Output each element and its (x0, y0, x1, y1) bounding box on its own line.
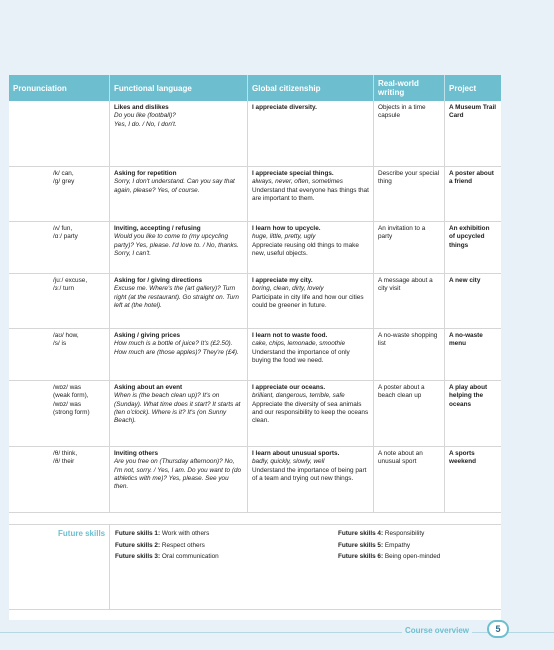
real-world-writing-cell: A note about an unusual sport (374, 447, 445, 512)
future-skill-key: Future skills 3: (115, 553, 161, 561)
pronunciation-line: /ɑː/ party (53, 233, 78, 241)
global-citizenship-cell (248, 101, 374, 166)
global-citizenship-line: I appreciate diversity. (252, 104, 317, 111)
functional-language-line: Asking for repetition (114, 170, 177, 177)
future-skill-item (115, 540, 338, 552)
global-citizenship-line: boring, clean, dirty, lovely (252, 285, 324, 293)
global-citizenship-line: Appreciate the diversity of sea animals and our responsibility to keep the oceans clean. (252, 400, 369, 425)
functional-language-cell (110, 329, 248, 380)
functional-language-line: Asking / giving prices (114, 332, 181, 339)
header-project: Project (449, 83, 477, 93)
pronunciation-line: (strong form) (53, 408, 90, 416)
functional-language-cell (110, 101, 248, 166)
project-cell: An exhibition of upcycled things (449, 225, 490, 249)
pronunciation-line: /juː/ excuse, (53, 277, 88, 284)
table-row (9, 222, 501, 274)
future-skill-key: Future skills 1: (115, 530, 161, 537)
future-skill-value: Being open-minded (384, 553, 441, 561)
future-skills-section (9, 524, 501, 610)
global-citizenship-line: cake, chips, lemonade, smoothie (252, 340, 346, 348)
pronunciation-cell (9, 381, 110, 446)
global-citizenship-line: huge, little, pretty, ugly (252, 233, 316, 241)
pronunciation-line: /k/ can, (53, 170, 74, 177)
project-cell: A poster about a friend (449, 170, 494, 186)
functional-language-line: How much is a bottle of juice? It's (£2.50). How much are (those apples)? They're (£4). (114, 340, 239, 356)
global-citizenship-line: Understand the importance of only buying the food we need. (252, 348, 350, 364)
functional-language-line: Yes, I do. / No, I don't. (114, 120, 177, 128)
real-world-writing-cell: A poster about a beach clean up (374, 381, 445, 446)
global-citizenship-line: badly, quickly, slowly, well (252, 458, 325, 466)
functional-language-line: Asking for / giving directions (114, 277, 203, 284)
pronunciation-line: /aʊ/ how, (53, 332, 79, 339)
global-citizenship-line: I learn how to upcycle. (252, 225, 321, 232)
functional-language-line: Inviting, accepting / refusing (114, 225, 201, 232)
future-skill-key: Future skills 5: (338, 541, 384, 549)
project-cell: A sports weekend (449, 450, 476, 466)
functional-language-cell (110, 167, 248, 221)
global-citizenship-line: I appreciate special things. (252, 170, 334, 177)
pronunciation-line: (weak form), (53, 392, 89, 400)
functional-language-line: Sorry, I don't understand. Can you say that again, please? Yes, of course. (114, 178, 235, 194)
real-world-writing-cell: An invitation to a party (374, 222, 445, 273)
global-citizenship-line: I learn about unusual sports. (252, 450, 340, 457)
project-cell: A new city (449, 277, 481, 284)
global-citizenship-cell (248, 167, 374, 221)
global-citizenship-cell (248, 222, 374, 273)
functional-language-line: When is (the beach clean up)? It's on (Sunday). What time does it start? It starts at (ten o'clock). Where is it? It's (on Sunny Beach). (114, 392, 241, 425)
functional-language-line: Are you free on (Thursday afternoon)? No, I'm not, sorry. / Yes, I am. Do you want to (do athletics with me)? Yes, please. See you then. (114, 458, 242, 491)
pronunciation-line: /s/ is (53, 340, 67, 348)
global-citizenship-line: I learn not to waste food. (252, 332, 328, 339)
real-world-writing-cell: Describe your special thing (374, 167, 445, 221)
future-skill-item (115, 551, 338, 563)
table-row (9, 447, 501, 513)
functional-language-line: Would you like to come to (my upcycling party)? Yes, please. I'd love to. / No, thanks. Sorry, I can't. (114, 233, 239, 257)
pronunciation-cell (9, 274, 110, 328)
future-skill-item (115, 528, 338, 540)
pronunciation-line: /θ/ think, (53, 450, 78, 457)
footer-title: Course overview (402, 626, 472, 635)
header-pronunciation: Pronunciation (9, 75, 110, 101)
pronunciation-cell (9, 329, 110, 380)
future-skill-item (338, 551, 498, 563)
functional-language-cell (110, 274, 248, 328)
future-skill-value: Work with others (161, 530, 210, 537)
global-citizenship-line: Understand that everyone has things that are important to them. (252, 186, 369, 202)
functional-language-line: Asking about an event (114, 384, 183, 391)
future-skill-key: Future skills 4: (338, 530, 384, 537)
table-row (9, 381, 501, 447)
future-skill-value: Respect others (161, 541, 205, 549)
table-row (9, 101, 501, 167)
functional-language-line: Likes and dislikes (114, 104, 169, 111)
pronunciation-line: /wɒz/ was (53, 384, 82, 391)
table-row (9, 274, 501, 329)
functional-language-line: Do you like (football)? (114, 112, 176, 120)
pronunciation-cell (9, 101, 110, 166)
global-citizenship-cell (248, 274, 374, 328)
real-world-writing-cell: A no-waste shopping list (374, 329, 445, 380)
future-skills-label: Future skills (9, 525, 110, 609)
project-cell: A no-waste menu (449, 332, 483, 348)
global-citizenship-cell (248, 381, 374, 446)
pronunciation-line: /ð/ their (53, 458, 75, 466)
future-skill-item (338, 528, 498, 540)
functional-language-cell (110, 447, 248, 512)
table-header (9, 75, 501, 101)
pronunciation-line: /ɜː/ turn (53, 285, 75, 293)
header-functional-language: Functional language (110, 75, 248, 101)
header-real-world-writing: Real-world writing (374, 75, 445, 101)
real-world-writing-cell: A message about a city visit (374, 274, 445, 328)
project-cell: A Museum Trail Card (449, 104, 496, 120)
table-row (9, 329, 501, 381)
global-citizenship-cell (248, 329, 374, 380)
functional-language-cell (110, 222, 248, 273)
global-citizenship-line: Participate in city life and how our cities could be greener in future. (252, 293, 364, 309)
project-cell: A play about helping the oceans (449, 384, 488, 408)
functional-language-cell (110, 381, 248, 446)
pronunciation-cell (9, 167, 110, 221)
global-citizenship-line: brilliant, dangerous, terrible, safe (252, 392, 345, 400)
page-number: 5 (487, 620, 509, 638)
future-skill-key: Future skills 6: (338, 553, 384, 561)
pronunciation-cell (9, 447, 110, 512)
global-citizenship-line: Appreciate reusing old things to make new, useful objects. (252, 241, 359, 257)
future-skill-value: Empathy (384, 541, 411, 549)
future-skill-key: Future skills 2: (115, 541, 161, 549)
global-citizenship-line: always, never, often, sometimes (252, 178, 343, 186)
functional-language-line: Excuse me. Where's the (art gallery)? Turn right (at the restaurant). Go straight on. Turn left at (the hotel). (114, 285, 239, 309)
future-skills-column-2 (338, 528, 498, 609)
future-skills-column-1 (110, 528, 338, 609)
global-citizenship-line: I appreciate our oceans. (252, 384, 326, 391)
real-world-writing-cell: Objects in a time capsule (374, 101, 445, 166)
pronunciation-cell (9, 222, 110, 273)
global-citizenship-line: I appreciate my city. (252, 277, 313, 284)
header-global-citizenship: Global citizenship (248, 75, 374, 101)
global-citizenship-cell (248, 447, 374, 512)
future-skill-value: Responsibility (384, 530, 425, 537)
pronunciation-line: /ʌ/ fun, (53, 225, 73, 232)
future-skill-item (338, 540, 498, 552)
pronunciation-line: /wɒz/ was (53, 400, 82, 408)
pronunciation-line: /g/ grey (53, 178, 75, 186)
table-row (9, 167, 501, 222)
functional-language-line: Inviting others (114, 450, 159, 457)
future-skill-value: Oral communication (161, 553, 219, 561)
overview-table-body (9, 101, 501, 513)
future-skills-list (110, 525, 498, 609)
global-citizenship-line: Understand the importance of being part of a team and trying out new things. (252, 466, 367, 482)
